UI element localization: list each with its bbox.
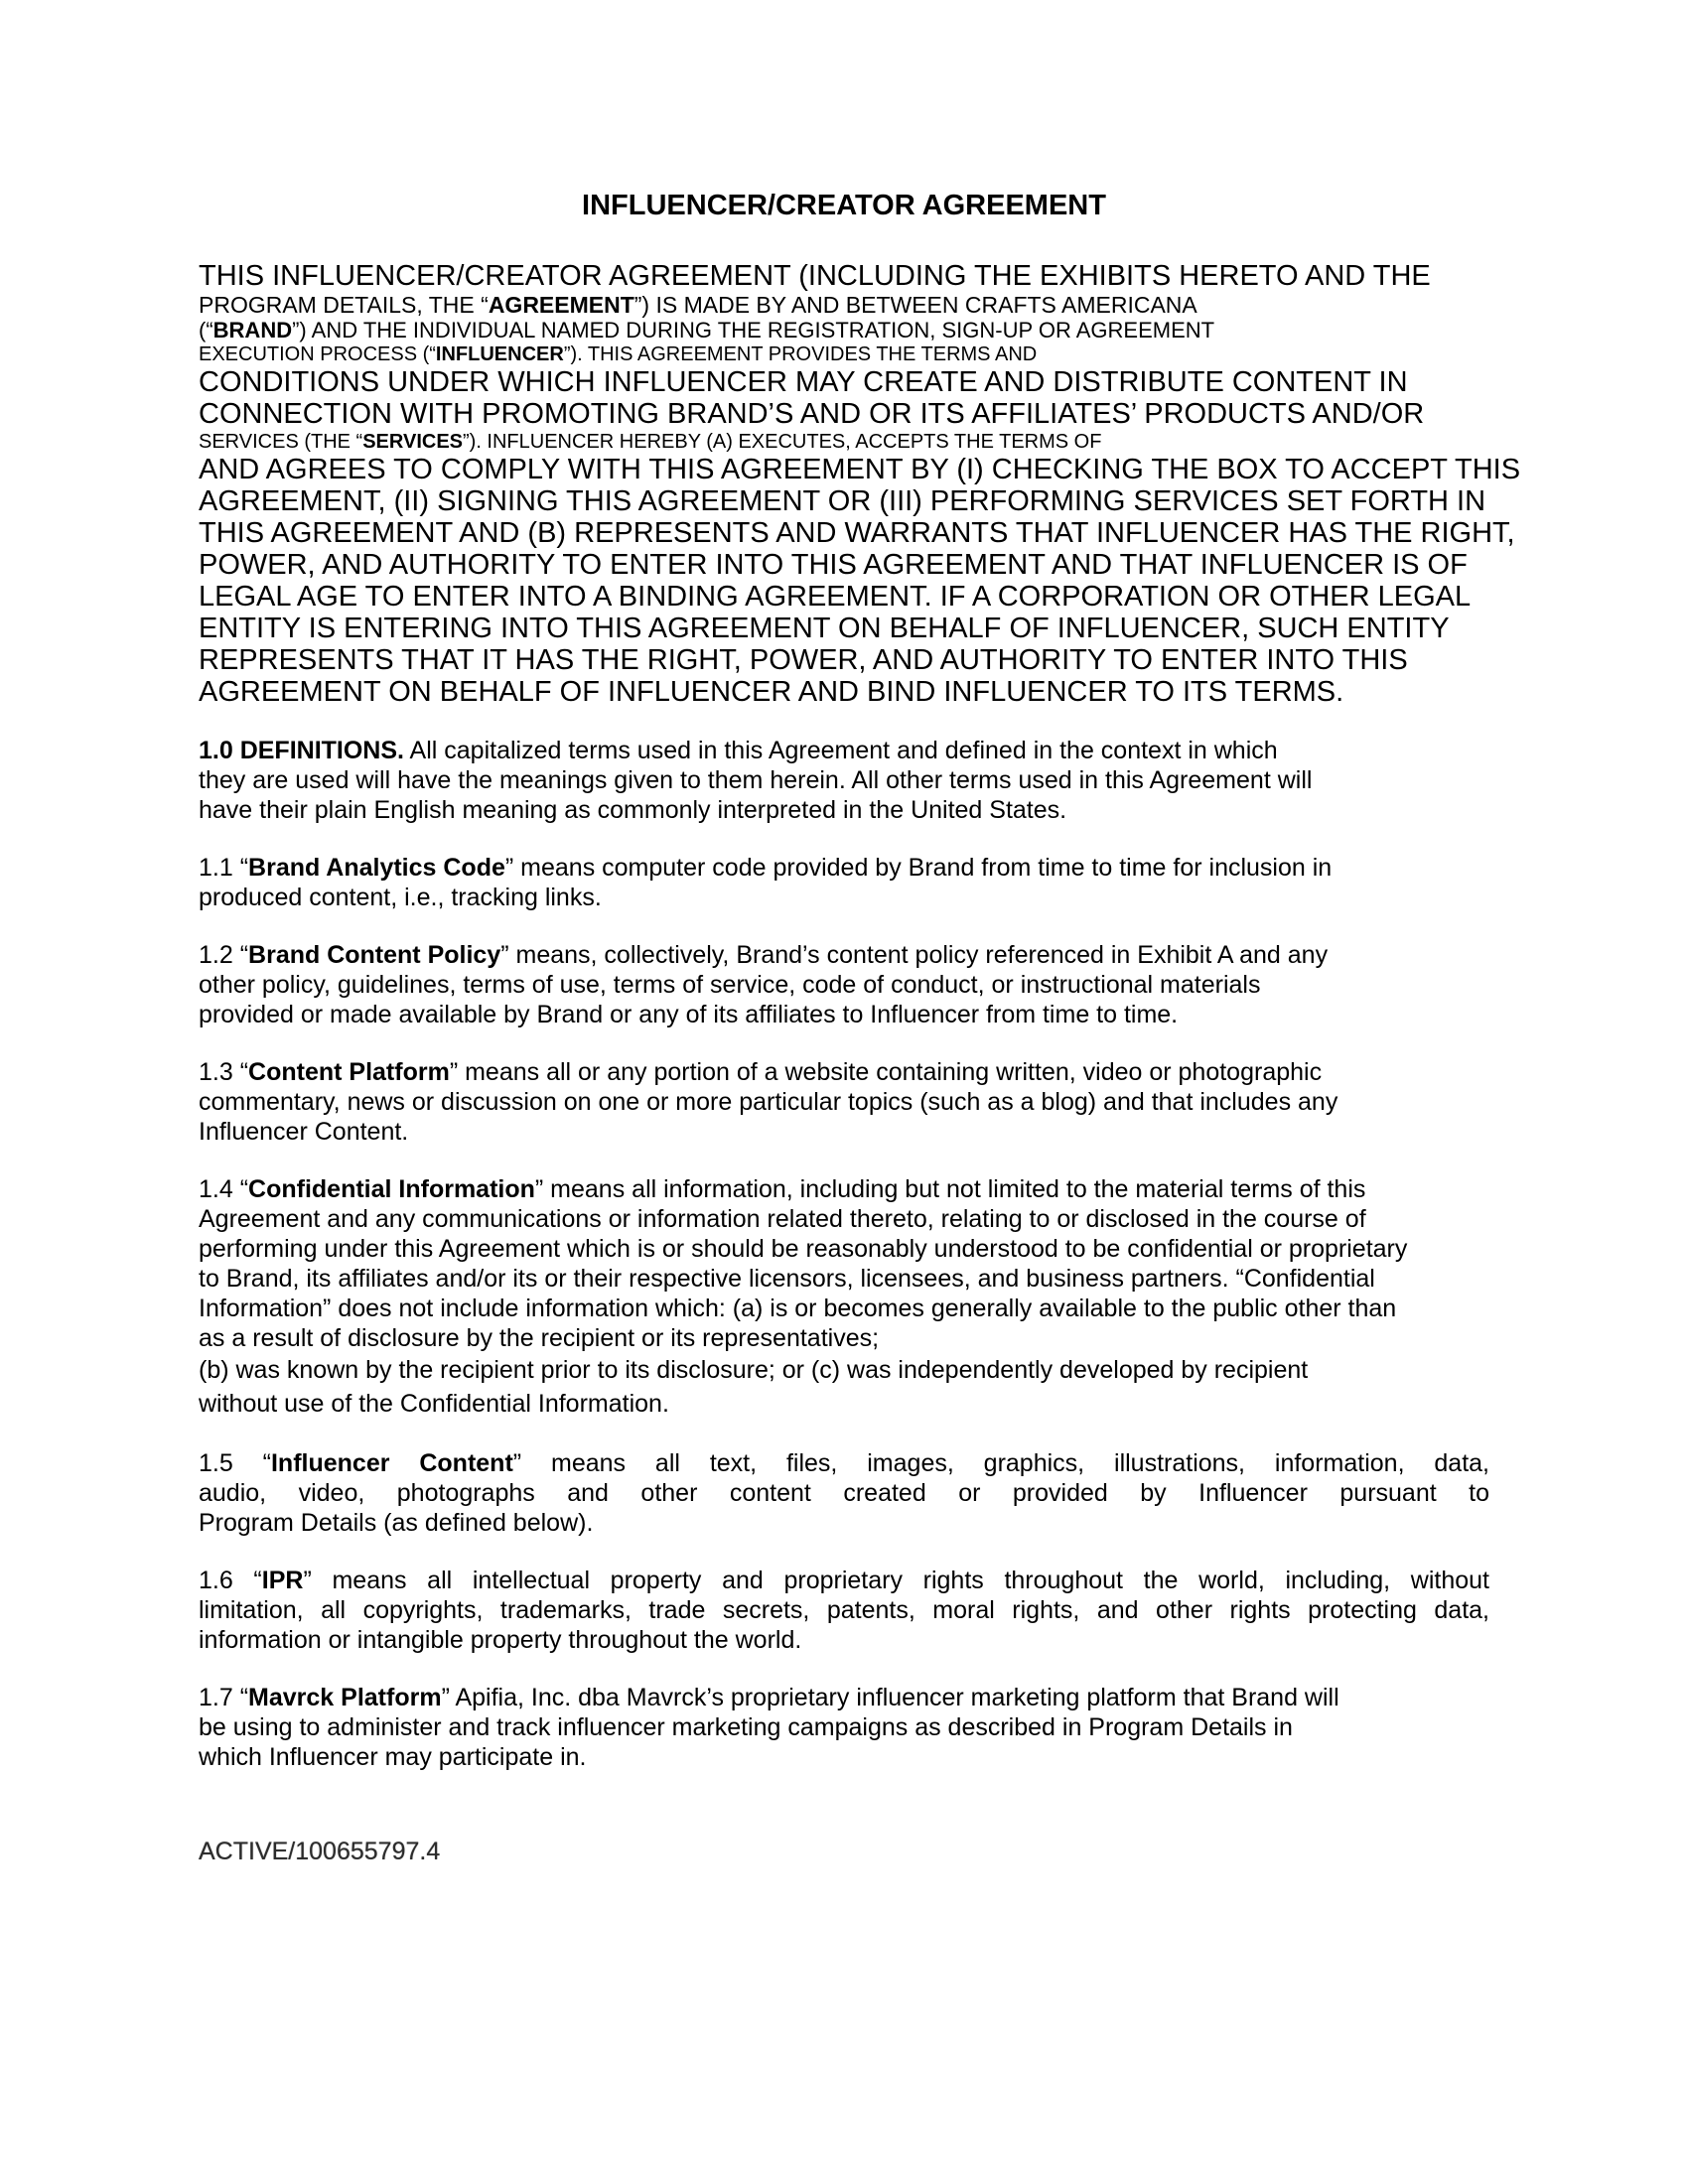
text-line: POWER, AND AUTHORITY TO ENTER INTO THIS AGREEMENT AND THAT INFLUENCER IS OF: [199, 549, 1468, 581]
text-line: limitation, all copyrights, trademarks, trade secrets, patents, moral rights, and other rights protecting data,: [199, 1596, 1489, 1624]
text-line: 1.4 “Confidential Information” means all information, including but not limited to the material terms of this: [199, 1175, 1366, 1203]
intro-paragraph: [199, 260, 1521, 708]
text-line: 1.5 “Influencer Content” means all text, files, images, graphics, illustrations, information, data,: [199, 1449, 1490, 1477]
section-1-0-definitions: [199, 736, 1489, 825]
text-line: (“BRAND”) AND THE INDIVIDUAL NAMED DURING THE REGISTRATION, SIGN-UP OR AGREEMENT: [199, 318, 1215, 342]
text-line: as a result of disclosure by the recipient or its representatives;: [199, 1324, 880, 1352]
section-1-6-ipr: [199, 1566, 1489, 1655]
text-line: provided or made available by Brand or any of its affiliates to Influencer from time to time.: [199, 1001, 1179, 1028]
text-line: EXECUTION PROCESS (“INFLUENCER”). THIS AGREEMENT PROVIDES THE TERMS AND: [199, 343, 1038, 365]
text-line: 1.6 “IPR” means all intellectual property and proprietary rights throughout the world, including, without: [199, 1567, 1489, 1594]
text-line: LEGAL AGE TO ENTER INTO A BINDING AGREEMENT. IF A CORPORATION OR OTHER LEGAL: [199, 581, 1472, 613]
section-1-3-content-platform: [199, 1057, 1489, 1147]
text-line: CONNECTION WITH PROMOTING BRAND’S AND OR ITS AFFILIATES’ PRODUCTS AND/OR: [199, 398, 1425, 430]
text-line: have their plain English meaning as commonly interpreted in the United States.: [199, 796, 1067, 824]
text-line: CONDITIONS UNDER WHICH INFLUENCER MAY CREATE AND DISTRIBUTE CONTENT IN: [199, 366, 1408, 398]
text-line: REPRESENTS THAT IT HAS THE RIGHT, POWER, AND AUTHORITY TO ENTER INTO THIS: [199, 644, 1408, 676]
text-line: AGREEMENT, (II) SIGNING THIS AGREEMENT OR (III) PERFORMING SERVICES SET FORTH IN: [199, 485, 1486, 517]
text-line: they are used will have the meanings given to them herein. All other terms used in this Agreement will: [199, 766, 1313, 794]
text-line: THIS AGREEMENT AND (B) REPRESENTS AND WARRANTS THAT INFLUENCER HAS THE RIGHT,: [199, 517, 1515, 549]
section-1-1-brand-analytics-code: [199, 853, 1489, 912]
document-control-number: ACTIVE/100655797.4: [199, 1838, 441, 1865]
text-line: 1.1 “Brand Analytics Code” means computer code provided by Brand from time to time for inclusion in: [199, 854, 1333, 882]
text-line: Agreement and any communications or information related thereto, relating to or disclosed in the course of: [199, 1205, 1366, 1233]
text-line: Information” does not include information which: (a) is or becomes generally available to the public other than: [199, 1295, 1397, 1322]
text-line: audio, video, photographs and other content created or provided by Influencer pursuant to: [199, 1479, 1489, 1507]
text-line: 1.0 DEFINITIONS. All capitalized terms used in this Agreement and defined in the context in which: [199, 737, 1278, 764]
section-1-4-confidential-information: [199, 1174, 1489, 1421]
text-line: PROGRAM DETAILS, THE “AGREEMENT”) IS MADE BY AND BETWEEN CRAFTS AMERICANA: [199, 292, 1197, 318]
text-line: Program Details (as defined below).: [199, 1509, 594, 1537]
text-line: commentary, news or discussion on one or more particular topics (such as a blog) and that includes any: [199, 1088, 1338, 1116]
text-line: produced content, i.e., tracking links.: [199, 884, 602, 911]
text-line: information or intangible property throughout the world.: [199, 1626, 802, 1654]
section-1-2-brand-content-policy: [199, 940, 1489, 1029]
text-line: Influencer Content.: [199, 1118, 409, 1146]
text-line: SERVICES (THE “SERVICES”). INFLUENCER HEREBY (A) EXECUTES, ACCEPTS THE TERMS OF: [199, 431, 1102, 453]
section-1-5-influencer-content: [199, 1448, 1489, 1538]
document-content: [199, 0, 1521, 1772]
text-line: AND AGREES TO COMPLY WITH THIS AGREEMENT BY (I) CHECKING THE BOX TO ACCEPT THIS: [199, 454, 1521, 485]
text-line: other policy, guidelines, terms of use, terms of service, code of conduct, or instructional materials: [199, 971, 1261, 999]
section-1-7-mavrck-platform: [199, 1683, 1489, 1772]
text-line: 1.2 “Brand Content Policy” means, collectively, Brand’s content policy referenced in Exhibit A and any: [199, 941, 1329, 969]
text-line: (b) was known by the recipient prior to its disclosure; or (c) was independently developed by recipient: [199, 1356, 1309, 1384]
text-line: without use of the Confidential Information.: [199, 1390, 669, 1418]
text-line: 1.7 “Mavrck Platform” Apifia, Inc. dba Mavrck’s proprietary influencer marketing platform that Brand will: [199, 1684, 1339, 1711]
text-line: 1.3 “Content Platform” means all or any portion of a website containing written, video or photographic: [199, 1058, 1323, 1086]
text-line: which Influencer may participate in.: [199, 1743, 587, 1771]
document-title: INFLUENCER/CREATOR AGREEMENT: [582, 190, 1106, 221]
text-line: AGREEMENT ON BEHALF OF INFLUENCER AND BIND INFLUENCER TO ITS TERMS.: [199, 676, 1344, 708]
text-line: ENTITY IS ENTERING INTO THIS AGREEMENT ON BEHALF OF INFLUENCER, SUCH ENTITY: [199, 613, 1450, 644]
text-line: THIS INFLUENCER/CREATOR AGREEMENT (INCLUDING THE EXHIBITS HERETO AND THE: [199, 260, 1431, 292]
text-line: to Brand, its affiliates and/or its or their respective licensors, licensees, and business partners. “Confidential: [199, 1265, 1375, 1293]
text-line: performing under this Agreement which is or should be reasonably understood to be confidential or proprietary: [199, 1235, 1408, 1263]
text-line: be using to administer and track influencer marketing campaigns as described in Program Details in: [199, 1713, 1293, 1741]
